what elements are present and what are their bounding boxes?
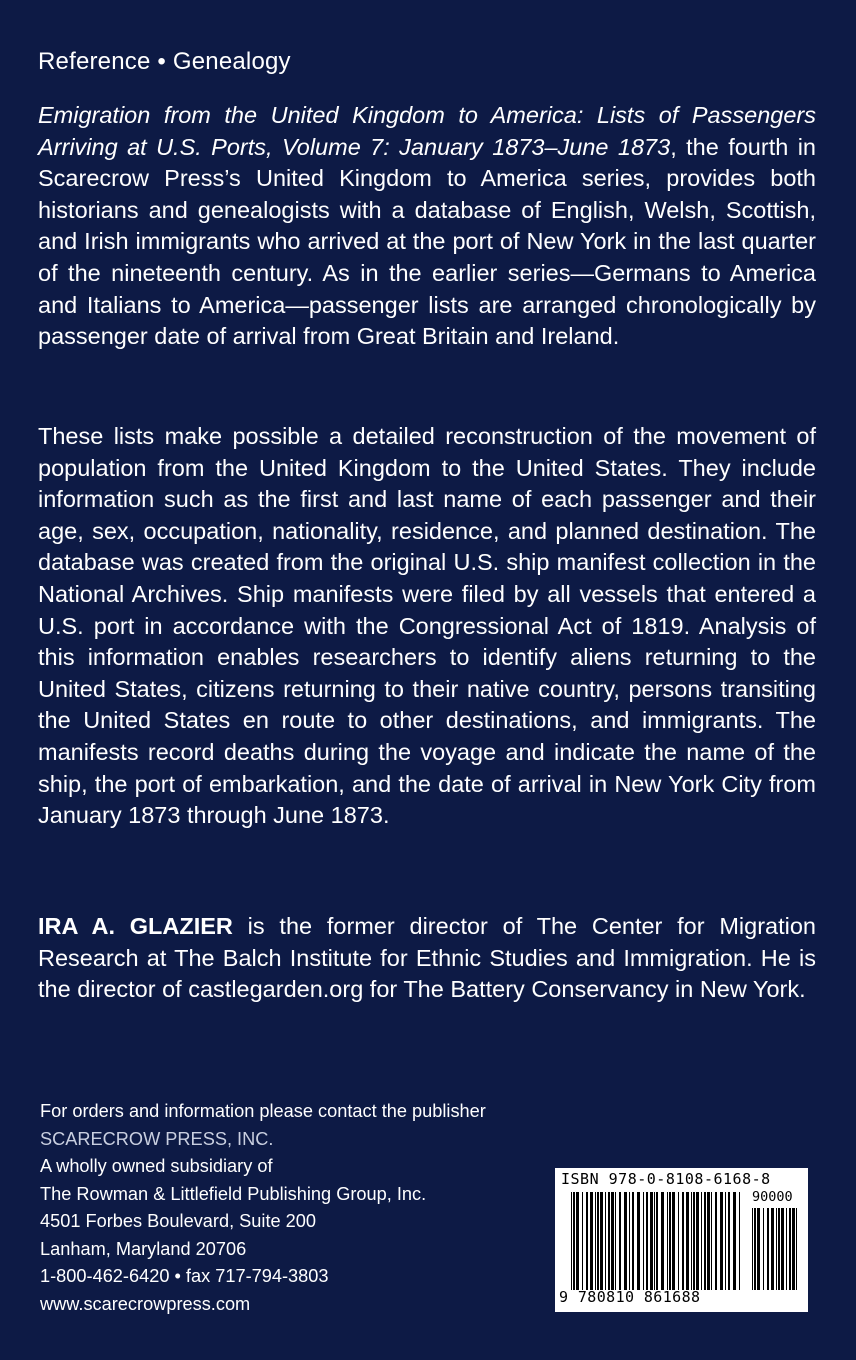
barcode-bar xyxy=(704,1192,706,1290)
phone-fax: 1-800-462-6420 • fax 717-794-3803 xyxy=(40,1266,329,1286)
address-line-1: 4501 Forbes Boulevard, Suite 200 xyxy=(40,1211,317,1231)
barcode-bar xyxy=(595,1192,596,1290)
contact-intro: For orders and information please contact the publisher xyxy=(40,1101,486,1121)
barcode-bar xyxy=(771,1208,774,1290)
barcode-bar xyxy=(582,1192,583,1290)
barcode-bar xyxy=(763,1208,764,1290)
barcode-bar xyxy=(600,1192,603,1290)
address-line-2: Lanham, Maryland 20706 xyxy=(40,1238,247,1259)
barcode-bar xyxy=(682,1192,684,1290)
barcode-bar xyxy=(573,1192,575,1290)
details-paragraph: These lists make possible a detailed reconstruction of the movement of population from the United Kingdom to the United States. They include information such as the first and last name of each passenger and their age, sex, occupation, nationality, residence, and planned destination. The database was created from the original U.S. ship manifest collection in the National Archives. Ship manifests were filed by all vessels that entered a U.S. port in accordance with the Congressional Act of 1819. Analysis of this information enables researchers to identify aliens returning to the United States, citizens returning to their native country, persons transiting the United States en route to other destinations, and immigrants. The manifests record deaths during the voyage and indicate the name of the ship, the port of embarkation, and the date of arrival in New York City from January 1873 through June 1873. xyxy=(38,423,816,829)
barcode-bar xyxy=(632,1192,634,1290)
barcode-bar xyxy=(707,1192,710,1290)
barcode-bar xyxy=(701,1192,702,1290)
barcode-bar xyxy=(615,1192,616,1290)
barcode-bar xyxy=(590,1192,593,1290)
publishing-group: The Rowman & Littlefield Publishing Group, Inc. xyxy=(40,1183,427,1204)
barcode-bar xyxy=(571,1192,572,1290)
barcode-bar xyxy=(605,1192,606,1290)
barcode-bar xyxy=(720,1192,723,1290)
barcode-bar xyxy=(725,1192,726,1290)
barcode-bar xyxy=(728,1192,730,1290)
barcode-bar xyxy=(786,1208,787,1290)
barcode-bar xyxy=(757,1208,760,1290)
barcode-bar xyxy=(739,1192,740,1290)
barcode-bar xyxy=(796,1208,797,1290)
subsidiary-line: A wholly owned subsidiary of xyxy=(40,1156,273,1176)
barcode-bar xyxy=(650,1192,653,1290)
barcode-bar xyxy=(654,1192,655,1290)
barcode-bar xyxy=(781,1208,784,1290)
barcode-bar xyxy=(792,1208,795,1290)
barcode-bar xyxy=(678,1192,679,1290)
barcode-bar xyxy=(637,1192,640,1290)
barcode-bar xyxy=(752,1208,753,1290)
website-link[interactable]: www.scarecrowpress.com xyxy=(40,1293,251,1314)
barcode-bar xyxy=(789,1208,791,1290)
barcode-bar xyxy=(778,1208,780,1290)
barcode-bar xyxy=(619,1192,621,1290)
ean-digits: 9 780810 861688 xyxy=(559,1288,701,1306)
barcode-bar xyxy=(776,1208,777,1290)
barcode-bar xyxy=(667,1192,668,1290)
barcode-bar xyxy=(733,1192,736,1290)
price-code: 90000 xyxy=(752,1189,793,1205)
isbn-label: ISBN 978-0-8108-6168-8 xyxy=(561,1170,771,1188)
barcode-bar xyxy=(661,1192,664,1290)
isbn-barcode xyxy=(555,1168,808,1312)
description-paragraph xyxy=(38,100,816,353)
barcode-bar xyxy=(767,1208,769,1290)
barcode-bar xyxy=(715,1192,717,1290)
barcode-bar xyxy=(754,1208,756,1290)
barcode-bar xyxy=(643,1192,644,1290)
category-label: Reference • Genealogy xyxy=(38,48,291,75)
barcode-bar xyxy=(672,1192,675,1290)
barcode-bar xyxy=(656,1192,658,1290)
barcode-bar xyxy=(696,1192,699,1290)
barcode-bar xyxy=(629,1192,630,1290)
barcode-bar xyxy=(711,1192,712,1290)
description-text: , the fourth in Scarecrow Press’s United Kingdom to America series, provides both historians and genealogists with a database of English, Welsh, Scottish, and Irish immigrants who arrived at the port of New York in the last quarter of the nineteenth century. As in the earlier series—Germans to America and Italians to America—passenger lists are arranged chronologically by passenger date of arrival from Great Britain and Ireland. xyxy=(38,133,816,350)
author-bio: is the former director of The Center for Migration Research at The Balch Institute for Ethnic Studies and Immigration. He is the director of castlegarden.org for The Battery Conservancy in New York. xyxy=(38,913,817,1003)
publisher-contact xyxy=(40,1098,560,1318)
author-name: IRA A. GLAZIER xyxy=(38,913,233,939)
barcode-bar xyxy=(597,1192,599,1290)
barcode-bar xyxy=(669,1192,671,1290)
publisher-name: SCARECROW PRESS, INC. xyxy=(40,1128,274,1149)
barcode-bar xyxy=(691,1192,692,1290)
barcode-bar xyxy=(693,1192,695,1290)
barcode-bar xyxy=(624,1192,627,1290)
book-title: Emigration from the United Kingdom to America: Lists of Passengers Arriving at U.S. Ports, Volume 7: January 1873–June 1873 xyxy=(38,102,816,160)
barcode-bar xyxy=(686,1192,689,1290)
barcode-bar xyxy=(611,1192,614,1290)
barcode-bar xyxy=(646,1192,648,1290)
barcode-bar xyxy=(608,1192,610,1290)
barcode-bar xyxy=(576,1192,579,1290)
author-paragraph xyxy=(38,911,816,1006)
barcode-bar xyxy=(586,1192,588,1290)
